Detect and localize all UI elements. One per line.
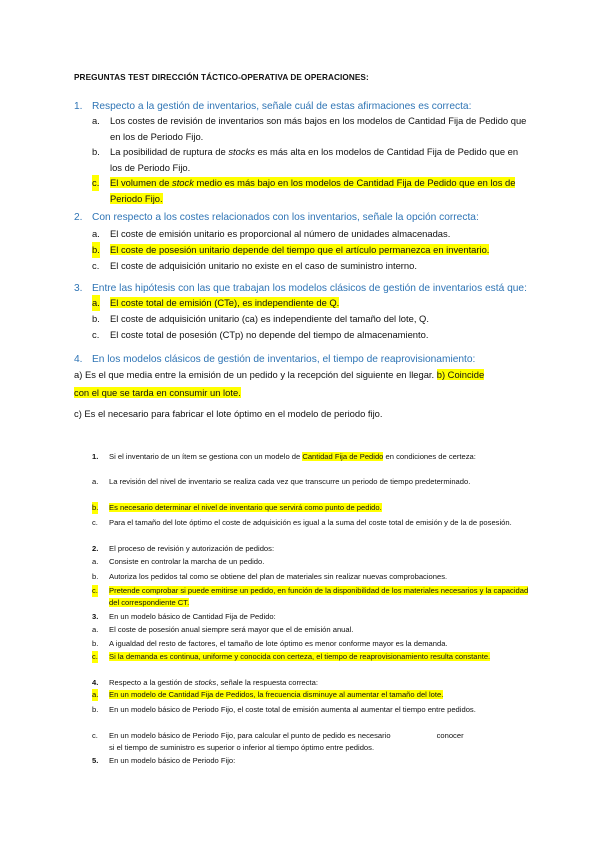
option-letter: a. xyxy=(92,295,100,311)
option-letter: b. xyxy=(92,572,99,581)
option-4c: c) Es el necesario para fabricar el lote óptimo en el modelo de periodo fijo. xyxy=(74,408,383,419)
option-letter: c. xyxy=(92,651,98,663)
option-text: El coste total de posesión (CTp) no depende del tiempo de almacenamiento. xyxy=(110,329,429,340)
option-text: El coste total de emisión (CTe), es independiente de Q. xyxy=(110,297,340,308)
option-text: En un modelo de Cantidad Fija de Pedidos, la frecuencia disminuye al aumentar el tamaño del lote. xyxy=(109,690,444,699)
question-text: Con respecto a los costes relacionados con los inventarios, señale la opción correcta: xyxy=(92,212,479,223)
option-letter: c. xyxy=(92,518,98,527)
option-text: Los costes de revisión de inventarios son más bajos en los modelos de Cantidad Fija de Pedido que en los de Periodo Fijo. xyxy=(110,115,527,142)
s-option-3c xyxy=(92,651,532,663)
question-text: Respecto a la gestión de stocks, señale la respuesta correcta: xyxy=(109,678,318,687)
option-text: El coste de adquisición unitario no existe en el caso de suministro interno. xyxy=(110,260,417,271)
question-number: 3. xyxy=(74,283,83,294)
question-text: Entre las hipótesis con las que trabajan los modelos clásicos de gestión de inventarios está que: xyxy=(92,283,527,294)
question-number: 2. xyxy=(92,544,99,553)
s-question-5 xyxy=(92,755,532,767)
option-letter: a. xyxy=(92,115,100,126)
question-1 xyxy=(74,101,471,112)
page-title: PREGUNTAS TEST DIRECCIÓN TÁCTICO-OPERATIVA DE OPERACIONES: xyxy=(74,73,369,82)
option-letter: c. xyxy=(92,329,100,340)
s-option-1c xyxy=(92,517,532,529)
s-option-1a xyxy=(92,476,532,488)
option-letter: a. xyxy=(92,477,99,486)
option-3b xyxy=(92,311,542,327)
option-letter: b. xyxy=(92,146,100,157)
question-text: En un modelo básico de Cantidad Fija de Pedido: xyxy=(109,612,276,621)
question-text: En los modelos clásicos de gestión de inventarios, el tiempo de reaprovisionamiento: xyxy=(92,354,476,365)
option-letter: b. xyxy=(92,705,99,714)
option-text: A igualdad del resto de factores, el tamaño de lote óptimo es menor conforme mayor es la demanda. xyxy=(109,639,448,648)
option-letter: c. xyxy=(92,731,98,740)
question-4 xyxy=(74,354,475,365)
question-text: El proceso de revisión y autorización de pedidos: xyxy=(109,544,275,553)
option-3c xyxy=(92,327,542,343)
option-text: La revisión del nivel de inventario se realiza cada vez que transcurre un periodo de tiempo predeterminado. xyxy=(109,477,471,486)
question-number: 2. xyxy=(74,212,83,223)
option-letter: b. xyxy=(92,242,100,258)
option-4b-part1: b) Coincide xyxy=(436,369,485,380)
question-4-answers xyxy=(74,366,544,402)
option-letter: a. xyxy=(92,228,100,239)
s-option-4c xyxy=(92,730,532,754)
question-text: Respecto a la gestión de inventarios, señale cuál de estas afirmaciones es correcta: xyxy=(92,101,472,112)
option-text: Es necesario determinar el nivel de inventario que servirá como punto de pedido. xyxy=(109,503,382,512)
option-text: Para el tamaño del lote óptimo el coste de adquisición es igual a la suma del coste total de emisión y de la de posesión. xyxy=(109,518,512,527)
option-text: Consiste en controlar la marcha de un pedido. xyxy=(109,557,265,566)
question-number: 1. xyxy=(92,452,99,461)
option-text: En un modelo básico de Periodo Fijo, para calcular el punto de pedido es necesario conocer si el tiempo de suministro es superior o inferior al tiempo óptimo entre pedidos. xyxy=(109,731,464,753)
option-text: En un modelo básico de Periodo Fijo, el coste total de emisión aumenta al aumentar el tiempo entre pedidos. xyxy=(109,705,476,714)
option-letter: a. xyxy=(92,625,99,634)
question-number: 1. xyxy=(74,101,83,112)
option-text: El coste de posesión unitario depende del tiempo que el artículo permanezca en inventario. xyxy=(110,244,490,255)
s-option-3b xyxy=(92,638,532,650)
option-text: Pretende comprobar si puede emitirse un pedido, en función de la disponibilidad de los materiales necesarios y la capacidad del correspondiente CT. xyxy=(109,586,529,608)
option-4b-part2: con el que se tarda en consumir un lote. xyxy=(74,387,241,398)
question-number: 3. xyxy=(92,612,99,621)
question-number: 4. xyxy=(74,354,83,365)
option-letter: a. xyxy=(92,689,98,701)
option-2a xyxy=(92,226,542,242)
option-1b xyxy=(92,144,532,175)
option-1a xyxy=(92,113,532,144)
option-letter: b. xyxy=(92,502,98,514)
s-option-2c xyxy=(92,585,532,609)
s-option-2a xyxy=(92,556,532,568)
question-3 xyxy=(74,283,527,294)
option-4a: a) Es el que media entre la emisión de un pedido y la recepción del siguiente en llegar. xyxy=(74,369,437,380)
s-option-4b xyxy=(92,704,532,716)
option-letter: c. xyxy=(92,260,100,271)
s-option-3a xyxy=(92,624,532,636)
question-number: 5. xyxy=(92,756,99,765)
option-text: La posibilidad de ruptura de stocks es más alta en los modelos de Cantidad Fija de Pedido que en los de Periodo Fijo. xyxy=(110,146,519,173)
option-letter: b. xyxy=(92,313,100,324)
option-letter: c. xyxy=(92,175,99,191)
s-option-1b xyxy=(92,502,532,514)
option-text: El coste de posesión anual siempre será mayor que el de emisión anual. xyxy=(109,625,354,634)
s-question-3 xyxy=(92,611,532,623)
option-text: Autoriza los pedidos tal como se obtiene del plan de materiales sin realizar nuevas comprobaciones. xyxy=(109,572,448,581)
option-text: Si la demanda es continua, uniforme y conocida con certeza, el tiempo de reaprovisionamiento resulta constante. xyxy=(109,652,491,661)
option-2c xyxy=(92,258,542,274)
option-text: El coste de adquisición unitario (ca) es independiente del tamaño del lote, Q. xyxy=(110,313,429,324)
option-letter: c. xyxy=(92,585,98,597)
option-1c xyxy=(92,175,532,206)
question-text: En un modelo básico de Periodo Fijo: xyxy=(109,756,236,765)
option-letter: a. xyxy=(92,557,99,566)
s-question-1 xyxy=(92,451,532,463)
option-text: El coste de emisión unitario es proporcional al número de unidades almacenadas. xyxy=(110,228,451,239)
question-2 xyxy=(74,212,479,223)
s-question-2 xyxy=(92,543,532,555)
option-letter: b. xyxy=(92,639,99,648)
s-question-4 xyxy=(92,677,532,689)
option-text: El volumen de stock medio es más bajo en los modelos de Cantidad Fija de Pedido que en los de Periodo Fijo. xyxy=(110,177,516,204)
question-text: Si el inventario de un ítem se gestiona con un modelo de Cantidad Fija de Pedido en condiciones de certeza: xyxy=(109,452,476,461)
question-number: 4. xyxy=(92,678,99,687)
option-3a xyxy=(92,295,542,311)
option-2b xyxy=(92,242,542,258)
s-option-2b xyxy=(92,571,532,583)
s-option-4a xyxy=(92,689,532,701)
